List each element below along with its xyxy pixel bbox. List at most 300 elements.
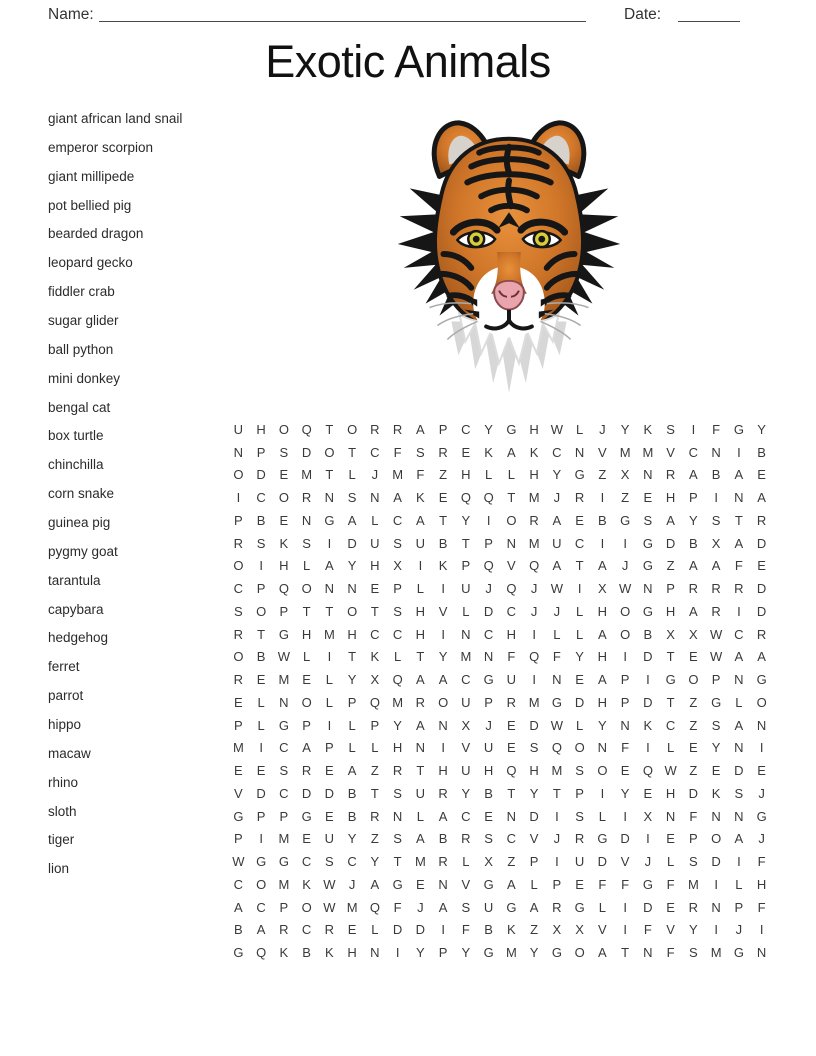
grid-letter: P bbox=[620, 672, 630, 688]
grid-letter: D bbox=[324, 785, 335, 801]
grid-letter: E bbox=[234, 694, 243, 710]
grid-letter: S bbox=[416, 444, 425, 460]
word-list-item: tiger bbox=[48, 832, 75, 848]
grid-letter: I bbox=[395, 945, 400, 961]
grid-letter: T bbox=[370, 603, 379, 619]
grid-letter: Q bbox=[483, 490, 494, 506]
grid-letter: M bbox=[346, 899, 358, 915]
grid-letter: L bbox=[462, 854, 470, 870]
grid-letter: R bbox=[756, 512, 767, 528]
grid-letter: X bbox=[643, 808, 653, 824]
grid-letter: I bbox=[441, 626, 445, 642]
grid-letter: P bbox=[734, 899, 744, 915]
grid-letter: N bbox=[734, 672, 744, 688]
grid-letter: O bbox=[688, 672, 699, 688]
grid-letter: T bbox=[734, 512, 743, 528]
grid-letter: C bbox=[688, 444, 699, 460]
grid-letter: A bbox=[438, 672, 448, 688]
grid-letter: L bbox=[416, 808, 424, 824]
grid-letter: N bbox=[574, 444, 585, 460]
grid-letter: R bbox=[415, 694, 426, 710]
grid-letter: Y bbox=[461, 785, 471, 801]
grid-letter: S bbox=[689, 945, 698, 961]
grid-letter: D bbox=[415, 922, 426, 938]
grid-letter: E bbox=[256, 672, 266, 688]
grid-letter: U bbox=[461, 694, 471, 710]
grid-letter: I bbox=[441, 922, 445, 938]
grid-letter: L bbox=[576, 603, 584, 619]
grid-letter: K bbox=[416, 490, 425, 506]
grid-letter: R bbox=[552, 899, 562, 915]
grid-letter: J bbox=[599, 421, 606, 437]
grid-letter: O bbox=[620, 603, 631, 619]
grid-letter: P bbox=[347, 694, 357, 710]
grid-letter: C bbox=[574, 535, 585, 551]
grid-letter: C bbox=[392, 626, 403, 642]
grid-letter: J bbox=[553, 603, 561, 619]
grid-letter: J bbox=[758, 785, 765, 801]
grid-letter: T bbox=[461, 535, 470, 551]
grid-letter: Z bbox=[621, 490, 630, 506]
grid-letter: A bbox=[711, 558, 721, 574]
grid-letter: G bbox=[756, 808, 767, 824]
grid-letter: L bbox=[257, 694, 265, 710]
grid-letter: P bbox=[234, 717, 243, 733]
grid-letter: X bbox=[711, 535, 721, 551]
grid-letter: U bbox=[574, 854, 585, 870]
grid-letter: D bbox=[256, 785, 266, 801]
grid-letter: G bbox=[233, 945, 244, 961]
grid-letter: N bbox=[392, 808, 403, 824]
grid-letter: X bbox=[552, 922, 562, 938]
grid-letter: C bbox=[301, 922, 312, 938]
grid-letter: G bbox=[574, 899, 585, 915]
word-list-item: bengal cat bbox=[48, 399, 111, 415]
grid-letter: F bbox=[621, 740, 630, 756]
grid-letter: L bbox=[667, 740, 675, 756]
grid-letter: F bbox=[552, 649, 561, 665]
grid-letter: Z bbox=[598, 467, 607, 483]
grid-letter: T bbox=[666, 694, 675, 710]
word-list-item: leopard gecko bbox=[48, 255, 133, 271]
grid-letter: I bbox=[441, 581, 445, 597]
grid-letter: N bbox=[506, 808, 517, 824]
grid-letter: N bbox=[756, 945, 767, 961]
grid-letter: V bbox=[666, 922, 675, 938]
grid-letter: H bbox=[529, 763, 539, 779]
grid-letter: G bbox=[278, 626, 289, 642]
grid-letter: T bbox=[393, 854, 402, 870]
grid-letter: H bbox=[665, 490, 676, 506]
grid-letter: M bbox=[232, 740, 244, 756]
grid-letter: K bbox=[279, 945, 289, 961]
date-label: Date: bbox=[624, 6, 662, 23]
grid-letter: E bbox=[757, 467, 766, 483]
grid-letter: H bbox=[665, 785, 676, 801]
grid-letter: R bbox=[301, 490, 312, 506]
grid-letter: B bbox=[347, 785, 357, 801]
grid-letter: J bbox=[735, 922, 743, 938]
grid-letter: C bbox=[461, 808, 471, 824]
grid-letter: Q bbox=[483, 558, 494, 574]
grid-letter: A bbox=[325, 558, 334, 574]
grid-letter: K bbox=[643, 421, 653, 437]
grid-letter: W bbox=[709, 649, 723, 665]
grid-letter: G bbox=[733, 421, 744, 437]
grid-letter: J bbox=[530, 603, 538, 619]
grid-letter: R bbox=[370, 421, 380, 437]
grid-letter: X bbox=[598, 581, 607, 597]
grid-letter: F bbox=[666, 945, 675, 961]
grid-letter: H bbox=[483, 763, 494, 779]
grid-letter: R bbox=[529, 512, 539, 528]
grid-letter: D bbox=[643, 694, 653, 710]
grid-letter: S bbox=[575, 808, 584, 824]
grid-letter: R bbox=[461, 831, 471, 847]
grid-letter: U bbox=[506, 672, 517, 688]
grid-letter: I bbox=[555, 808, 559, 824]
grid-letter: D bbox=[643, 649, 653, 665]
grid-letter: O bbox=[756, 694, 767, 710]
grid-letter: E bbox=[575, 876, 584, 892]
grid-letter: Y bbox=[598, 717, 607, 733]
grid-letter: C bbox=[483, 626, 494, 642]
grid-letter: S bbox=[393, 785, 402, 801]
tiger-illustration bbox=[360, 102, 658, 402]
grid-letter: A bbox=[416, 717, 425, 733]
grid-letter: T bbox=[416, 763, 425, 779]
grid-letter: G bbox=[756, 672, 767, 688]
grid-letter: H bbox=[279, 558, 289, 574]
grid-letter: E bbox=[438, 490, 448, 506]
grid-letter: D bbox=[392, 922, 403, 938]
grid-letter: H bbox=[597, 694, 608, 710]
grid-letter: S bbox=[734, 785, 744, 801]
grid-letter: B bbox=[438, 831, 448, 847]
grid-letter: O bbox=[324, 444, 335, 460]
grid-letter: G bbox=[233, 808, 244, 824]
grid-letter: R bbox=[233, 626, 244, 642]
grid-letter: T bbox=[507, 785, 516, 801]
grid-letter: U bbox=[370, 535, 380, 551]
grid-letter: P bbox=[461, 558, 471, 574]
grid-letter: U bbox=[483, 740, 494, 756]
grid-letter: M bbox=[392, 467, 404, 483]
grid-letter: K bbox=[370, 649, 380, 665]
grid-letter: O bbox=[438, 694, 449, 710]
grid-letter: B bbox=[711, 467, 721, 483]
grid-letter: N bbox=[370, 490, 380, 506]
grid-letter: R bbox=[506, 694, 517, 710]
grid-letter: G bbox=[506, 899, 517, 915]
grid-letter: P bbox=[234, 512, 243, 528]
grid-letter: M bbox=[642, 444, 654, 460]
grid-letter: F bbox=[643, 922, 652, 938]
grid-letter: A bbox=[438, 808, 448, 824]
grid-letter: S bbox=[234, 603, 243, 619]
grid-letter: O bbox=[233, 649, 244, 665]
grid-letter: S bbox=[347, 490, 357, 506]
grid-letter: Z bbox=[530, 922, 539, 938]
grid-letter: R bbox=[734, 581, 744, 597]
grid-letter: Y bbox=[484, 421, 493, 437]
grid-letter: W bbox=[709, 626, 723, 642]
grid-letter: Y bbox=[370, 854, 380, 870]
grid-letter: P bbox=[370, 717, 380, 733]
grid-letter: Z bbox=[370, 763, 379, 779]
grid-letter: I bbox=[600, 490, 605, 506]
grid-letter: R bbox=[233, 535, 244, 551]
grid-letter: O bbox=[506, 512, 517, 528]
grid-letter: H bbox=[256, 421, 266, 437]
grid-letter: H bbox=[597, 603, 608, 619]
grid-letter: S bbox=[643, 512, 653, 528]
grid-letter: N bbox=[756, 717, 767, 733]
grid-letter: X bbox=[461, 717, 471, 733]
grid-letter: S bbox=[484, 831, 493, 847]
grid-letter: O bbox=[597, 763, 608, 779]
grid-letter: L bbox=[598, 899, 606, 915]
grid-letter: P bbox=[484, 535, 493, 551]
grid-letter: W bbox=[550, 421, 564, 437]
grid-letter: E bbox=[575, 512, 584, 528]
grid-letter: S bbox=[393, 831, 402, 847]
grid-letter: G bbox=[551, 945, 562, 961]
grid-letter: F bbox=[666, 876, 675, 892]
grid-letter: F bbox=[712, 421, 721, 437]
grid-letter: A bbox=[416, 831, 425, 847]
grid-letter: W bbox=[277, 649, 291, 665]
grid-letter: W bbox=[323, 899, 336, 915]
grid-letter: R bbox=[574, 490, 585, 506]
grid-letter: Y bbox=[529, 785, 539, 801]
word-list-item: hedgehog bbox=[48, 630, 109, 646]
grid-letter: N bbox=[233, 444, 244, 460]
grid-letter: V bbox=[598, 444, 607, 460]
grid-letter: N bbox=[734, 808, 744, 824]
grid-letter: A bbox=[529, 899, 539, 915]
grid-letter: R bbox=[711, 581, 721, 597]
grid-letter: I bbox=[236, 490, 241, 506]
date-fill-line bbox=[678, 4, 740, 22]
grid-letter: F bbox=[734, 558, 743, 574]
grid-letter: L bbox=[667, 854, 675, 870]
word-list-item: giant african land snail bbox=[48, 111, 183, 126]
grid-letter: B bbox=[689, 535, 698, 551]
grid-letter: R bbox=[574, 831, 585, 847]
grid-letter: N bbox=[438, 876, 448, 892]
grid-letter: V bbox=[666, 444, 675, 460]
grid-letter: D bbox=[665, 535, 676, 551]
word-list-item: corn snake bbox=[48, 486, 115, 502]
grid-letter: N bbox=[552, 672, 562, 688]
grid-letter: R bbox=[438, 785, 448, 801]
grid-letter: N bbox=[711, 444, 721, 460]
grid-letter: M bbox=[278, 876, 290, 892]
grid-letter: T bbox=[439, 512, 448, 528]
grid-letter: D bbox=[256, 467, 266, 483]
grid-letter: E bbox=[347, 922, 357, 938]
grid-letter: T bbox=[416, 649, 425, 665]
grid-letter: P bbox=[484, 694, 493, 710]
grid-letter: H bbox=[415, 626, 426, 642]
grid-letter: G bbox=[301, 808, 312, 824]
grid-letter: C bbox=[461, 421, 471, 437]
grid-letter: J bbox=[348, 876, 356, 892]
grid-letter: H bbox=[301, 626, 312, 642]
grid-letter: G bbox=[278, 854, 289, 870]
grid-letter: P bbox=[711, 672, 721, 688]
grid-letter: I bbox=[623, 899, 627, 915]
grid-letter: J bbox=[485, 581, 492, 597]
grid-letter: N bbox=[643, 945, 653, 961]
grid-letter: X bbox=[484, 854, 493, 870]
grid-letter: A bbox=[598, 626, 607, 642]
grid-letter: A bbox=[734, 831, 744, 847]
grid-letter: T bbox=[325, 603, 334, 619]
grid-letter: I bbox=[691, 421, 696, 437]
grid-letter: E bbox=[711, 763, 721, 779]
grid-letter: N bbox=[415, 740, 426, 756]
grid-letter: J bbox=[758, 831, 765, 847]
grid-letter: D bbox=[529, 717, 539, 733]
grid-letter: B bbox=[256, 649, 266, 665]
grid-letter: X bbox=[393, 558, 402, 574]
grid-letter: Q bbox=[392, 672, 403, 688]
grid-letter: F bbox=[621, 876, 630, 892]
grid-letter: W bbox=[550, 581, 564, 597]
grid-letter: A bbox=[734, 649, 744, 665]
grid-letter: G bbox=[483, 672, 494, 688]
grid-letter: L bbox=[325, 672, 333, 688]
grid-letter: O bbox=[301, 581, 312, 597]
grid-letter: G bbox=[506, 421, 517, 437]
grid-letter: H bbox=[529, 467, 539, 483]
grid-letter: W bbox=[664, 763, 677, 779]
grid-letter: L bbox=[348, 717, 356, 733]
grid-letter: Z bbox=[689, 694, 698, 710]
grid-letter: P bbox=[438, 945, 448, 961]
name-label: Name: bbox=[48, 6, 94, 23]
grid-letter: A bbox=[689, 603, 698, 619]
grid-letter: N bbox=[643, 467, 653, 483]
grid-letter: L bbox=[598, 808, 606, 824]
grid-letter: N bbox=[734, 740, 744, 756]
grid-letter: M bbox=[619, 444, 631, 460]
grid-letter: V bbox=[461, 740, 471, 756]
grid-letter: P bbox=[279, 899, 289, 915]
grid-letter: P bbox=[689, 831, 698, 847]
grid-letter: E bbox=[484, 808, 493, 824]
grid-letter: T bbox=[507, 490, 516, 506]
grid-letter: T bbox=[348, 649, 357, 665]
grid-letter: P bbox=[575, 785, 584, 801]
grid-letter: I bbox=[646, 831, 650, 847]
grid-letter: G bbox=[620, 512, 631, 528]
grid-letter: M bbox=[528, 490, 540, 506]
grid-letter: U bbox=[415, 535, 426, 551]
grid-letter: I bbox=[759, 922, 764, 938]
grid-letter: L bbox=[325, 694, 333, 710]
grid-letter: C bbox=[506, 603, 517, 619]
grid-letter: D bbox=[688, 785, 699, 801]
grid-letter: G bbox=[642, 876, 653, 892]
grid-letter: G bbox=[642, 603, 653, 619]
grid-letter: N bbox=[643, 581, 653, 597]
grid-letter: U bbox=[415, 785, 426, 801]
grid-letter: T bbox=[370, 785, 379, 801]
grid-letter: R bbox=[756, 626, 767, 642]
word-list-item: box turtle bbox=[48, 428, 104, 444]
grid-letter: N bbox=[711, 899, 721, 915]
grid-letter: Y bbox=[711, 740, 721, 756]
grid-letter: R bbox=[438, 444, 448, 460]
grid-letter: Y bbox=[689, 512, 698, 528]
grid-letter: B bbox=[438, 535, 448, 551]
grid-letter: K bbox=[643, 717, 653, 733]
grid-letter: E bbox=[643, 490, 653, 506]
grid-letter: F bbox=[689, 808, 698, 824]
grid-letter: Q bbox=[642, 763, 653, 779]
grid-letter: P bbox=[256, 444, 266, 460]
grid-letter: E bbox=[370, 581, 380, 597]
grid-letter: G bbox=[551, 694, 562, 710]
grid-letter: C bbox=[279, 785, 289, 801]
grid-letter: R bbox=[688, 899, 699, 915]
grid-letter: A bbox=[347, 512, 357, 528]
grid-letter: A bbox=[507, 876, 516, 892]
grid-letter: W bbox=[550, 717, 564, 733]
grid-letter: X bbox=[370, 672, 380, 688]
grid-letter: L bbox=[735, 694, 743, 710]
word-list-item: mini donkey bbox=[48, 370, 121, 386]
grid-letter: K bbox=[711, 785, 721, 801]
grid-letter: S bbox=[711, 512, 721, 528]
grid-letter: I bbox=[737, 854, 741, 870]
grid-letter: B bbox=[302, 945, 311, 961]
grid-letter: E bbox=[302, 831, 311, 847]
grid-letter: E bbox=[279, 467, 289, 483]
grid-letter: F bbox=[416, 467, 425, 483]
grid-letter: N bbox=[301, 512, 312, 528]
grid-letter: B bbox=[484, 785, 493, 801]
grid-letter: O bbox=[233, 558, 244, 574]
word-list-item: bearded dragon bbox=[48, 226, 144, 242]
grid-letter: H bbox=[597, 649, 608, 665]
grid-letter: T bbox=[325, 421, 334, 437]
grid-letter: V bbox=[438, 603, 448, 619]
grid-letter: O bbox=[256, 603, 267, 619]
grid-letter: C bbox=[301, 854, 312, 870]
grid-letter: Q bbox=[256, 945, 267, 961]
grid-letter: V bbox=[507, 558, 516, 574]
grid-letter: I bbox=[327, 649, 332, 665]
grid-letter: N bbox=[665, 808, 676, 824]
grid-letter: S bbox=[529, 740, 539, 756]
grid-letter: O bbox=[233, 467, 244, 483]
page-title: Exotic Animals bbox=[265, 36, 551, 87]
grid-letter: O bbox=[347, 421, 358, 437]
grid-letter: S bbox=[666, 421, 675, 437]
grid-letter: G bbox=[597, 831, 608, 847]
grid-letter: R bbox=[688, 581, 699, 597]
word-list-item: pygmy goat bbox=[48, 543, 118, 559]
grid-letter: N bbox=[734, 490, 744, 506]
grid-letter: E bbox=[757, 558, 766, 574]
grid-letter: Q bbox=[506, 763, 517, 779]
grid-letter: K bbox=[325, 945, 334, 961]
grid-letter: P bbox=[279, 603, 289, 619]
